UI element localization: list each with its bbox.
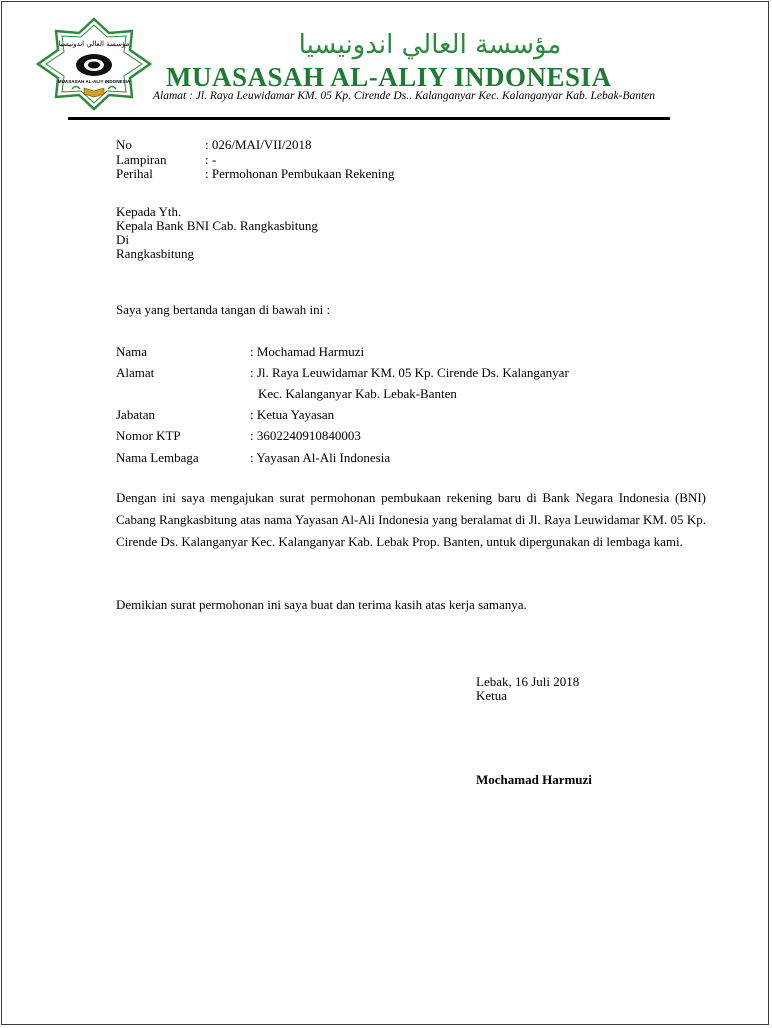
perihal-value: : Permohonan Pembukaan Rekening xyxy=(205,166,395,181)
nama-value: : Mochamad Harmuzi xyxy=(250,344,365,359)
signature-place-date: Lebak, 16 Juli 2018 xyxy=(476,674,580,689)
recipient-line-2: Kepala Bank BNI Cab. Rangkasbitung xyxy=(116,218,318,233)
lembaga-label: Nama Lembaga xyxy=(116,450,199,465)
alamat-value-1: : Jl. Raya Leuwidamar KM. 05 Kp. Cirende Ds. Kalanganyar xyxy=(250,365,569,380)
signature-title: Ketua xyxy=(476,688,508,703)
intro-text: Saya yang bertanda tangan di bawah ini : xyxy=(116,302,331,317)
logo-org-text: MUASASAH AL-ALIY INDONESIA xyxy=(57,79,131,84)
logo-arabic-text: مؤسسة العالي اندونيسيا xyxy=(58,40,130,48)
letterhead-divider xyxy=(68,117,670,120)
signature-name: Mochamad Harmuzi xyxy=(476,772,592,787)
jabatan-value: : Ketua Yayasan xyxy=(250,407,335,422)
body-paragraph: Dengan ini saya mengajukan surat permohonan pembukaan rekening baru di Bank Negara Indonesia (BNI) Cabang Rangkasbitung atas nama Yayasan Al-Ali Indonesia yang beralamat di Jl. Raya Leuwidamar KM. 05 Kp. Cirende Ds. Kalanganyar Kec. Kalanganyar Kab. Lebak Prop. Banten, untuk dipergunakan di lembaga kami. xyxy=(116,490,706,549)
jabatan-label: Jabatan xyxy=(116,407,155,422)
recipient-line-1: Kepada Yth. xyxy=(116,204,182,219)
no-label: No xyxy=(116,137,132,152)
alamat-label: Alamat xyxy=(116,365,155,380)
lampiran-label: Lampiran xyxy=(116,152,167,167)
alamat-value-2: Kec. Kalanganyar Kab. Lebak-Banten xyxy=(258,386,457,401)
recipient-line-4: Rangkasbitung xyxy=(116,246,194,261)
nama-label: Nama xyxy=(116,344,148,359)
letterhead-address: Alamat : Jl. Raya Leuwidamar KM. 05 Kp. Cirende Ds.. Kalanganyar Kec. Kalanganyar Kab. Lebak-Banten xyxy=(153,90,656,102)
ktp-label: Nomor KTP xyxy=(116,428,181,443)
ktp-value: : 3602240910840003 xyxy=(250,428,361,443)
closing-text: Demikian surat permohonan ini saya buat dan terima kasih atas kerja samanya. xyxy=(116,597,527,612)
no-value: : 026/MAI/VII/2018 xyxy=(205,137,312,152)
organization-logo xyxy=(36,17,152,111)
recipient-line-3: Di xyxy=(116,232,129,247)
letterhead-arabic-name: مؤسسة العالي اندونيسيا xyxy=(298,30,562,60)
letterhead-org-name: MUASASAH AL-ALIY INDONESIA xyxy=(166,62,612,92)
lembaga-value: : Yayasan Al-Ali Indonesia xyxy=(250,450,391,465)
lampiran-value: : - xyxy=(205,152,217,167)
perihal-label: Perihal xyxy=(116,166,153,181)
